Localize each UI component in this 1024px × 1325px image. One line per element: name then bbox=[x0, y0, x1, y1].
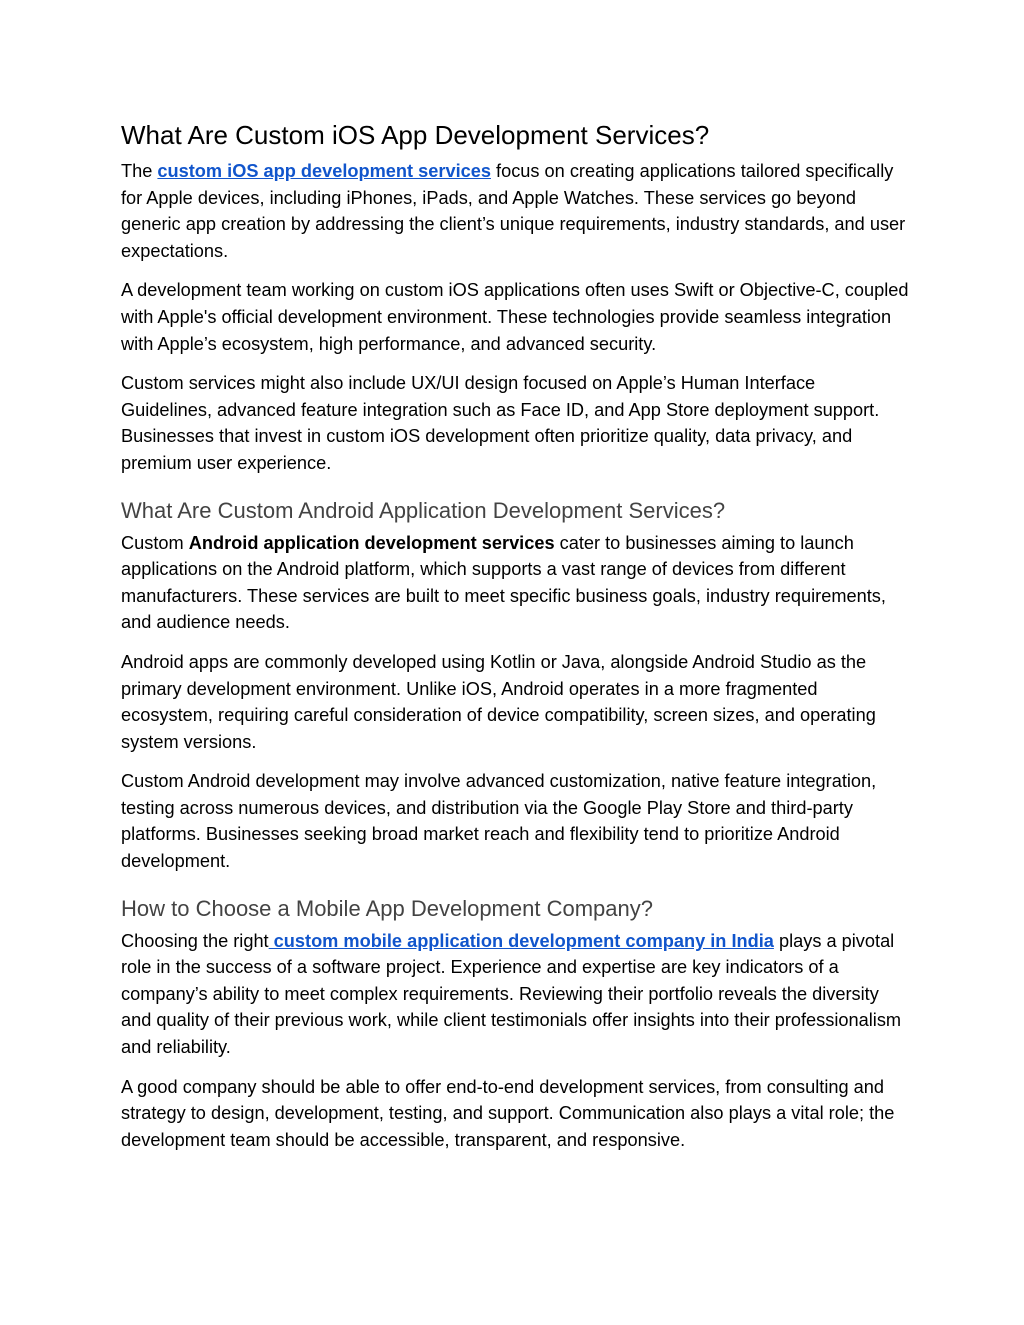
choose-p1-after: plays a pivotal role in the success of a software project. Experience and expertise are key indicators of a company’s ability to meet complex requirements. Reviewing their portfolio reveals the diversity and quality of their previous work, while client testimonials offer insights into their professionalism and reliability. bbox=[121, 930, 902, 1058]
ios-heading: What Are Custom iOS App Development Services? bbox=[121, 120, 710, 150]
ios-paragraph-3: Custom services might also include UX/UI design focused on Apple’s Human Interface Guidelines, advanced feature integration such as Face ID, and App Store deployment support. Businesses that invest in custom iOS development often prioritize quality, data privacy, and premium user experience. bbox=[121, 373, 880, 473]
choose-paragraph-1 bbox=[121, 928, 911, 1061]
android-heading: What Are Custom Android Application Development Services? bbox=[121, 497, 726, 523]
android-p1-after: cater to businesses aiming to launch applications on the Android platform, which supports a vast range of devices from different manufacturers. These services are built to meet specific business goals, industry requirements, and audience needs. bbox=[121, 532, 886, 633]
choose-p1-before: Choosing the right bbox=[121, 930, 269, 951]
android-paragraph-1 bbox=[121, 530, 911, 636]
document-page bbox=[121, 118, 911, 1166]
android-p1-before: Custom bbox=[121, 532, 189, 553]
ios-paragraph-1 bbox=[121, 158, 911, 264]
android-paragraph-3: Custom Android development may involve advanced customization, native feature integration, testing across numerous devices, and distribution via the Google Play Store and third-party platforms. Businesses seeking broad market reach and flexibility tend to prioritize Android development. bbox=[121, 771, 877, 872]
ios-p1-after: focus on creating applications tailored specifically for Apple devices, including iPhones, iPads, and Apple Watches. These services go beyond generic app creation by addressing the client’s unique requirements, industry standards, and user expectations. bbox=[121, 161, 906, 261]
ios-p1-before: The bbox=[121, 161, 158, 181]
android-paragraph-2: Android apps are commonly developed using Kotlin or Java, alongside Android Studio as the primary development environment. Unlike iOS, Android operates in a more fragmented ecosystem, requiring careful consideration of device compatibility, screen sizes, and operating system versions. bbox=[121, 651, 876, 752]
android-services-bold: Android application development services bbox=[188, 532, 555, 553]
ios-paragraph-2: A development team working on custom iOS applications often uses Swift or Objective-C, coupled with Apple's official development environment. These technologies provide seamless integration with Apple’s ecosystem, high performance, and advanced security. bbox=[121, 280, 909, 354]
ios-services-link[interactable]: custom iOS app development services bbox=[157, 161, 491, 181]
choose-paragraph-2: A good company should be able to offer end-to-end development services, from consulting and strategy to design, development, testing, and support. Communication also plays a vital role; the development team should be accessible, transparent, and responsive. bbox=[121, 1076, 895, 1150]
choose-heading: How to Choose a Mobile App Development Company? bbox=[121, 895, 653, 921]
company-india-link[interactable]: custom mobile application development company in India bbox=[268, 930, 774, 951]
